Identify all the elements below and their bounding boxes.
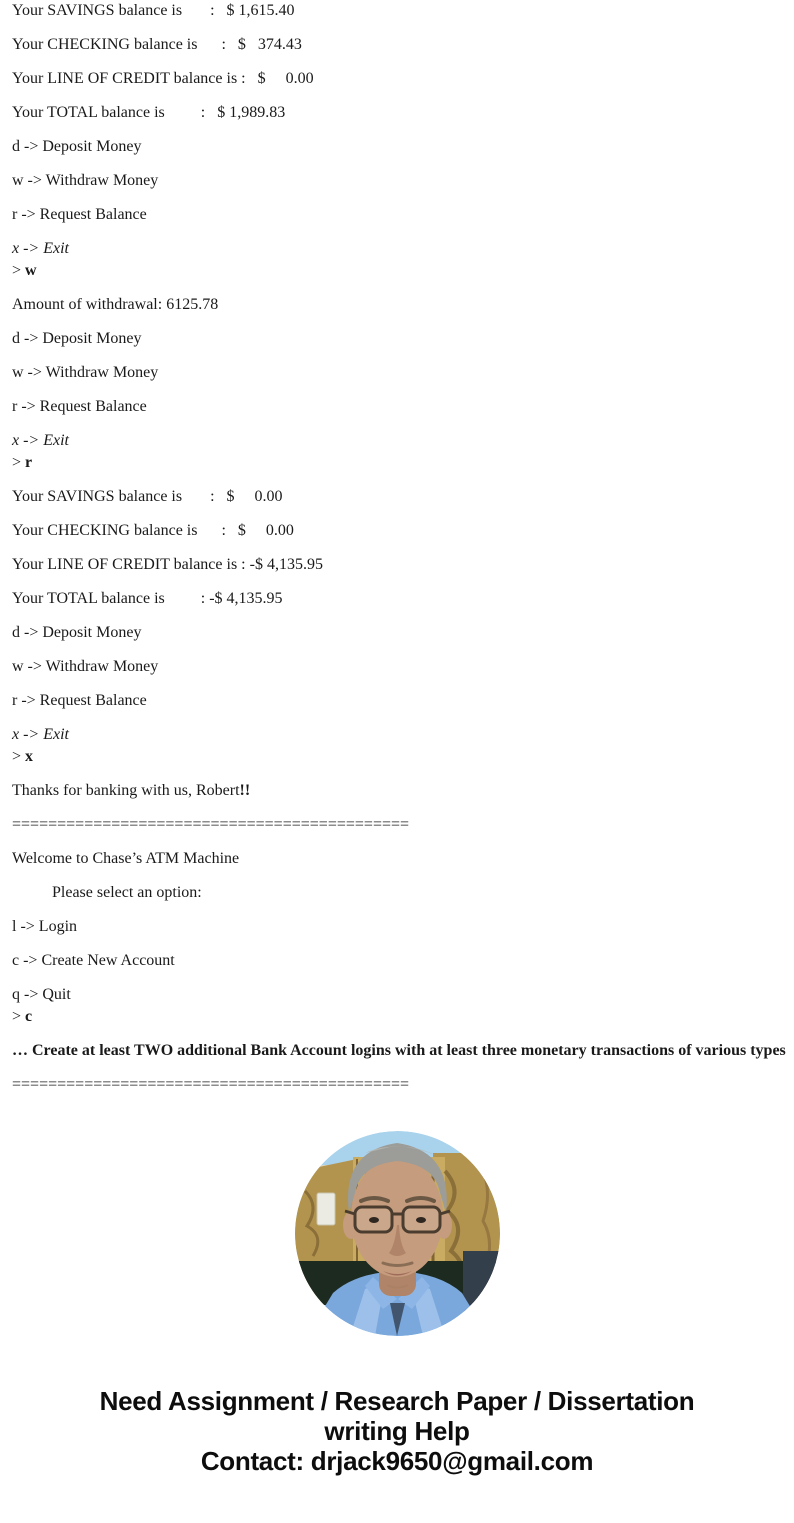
photo-switch-plate (317, 1193, 335, 1225)
total-balance-line: Your TOTAL balance is : $ 1,989.83 (12, 104, 286, 121)
command-prompt: > x (12, 748, 34, 765)
photo-eye-left (369, 1217, 379, 1223)
menu-request: r -> Request Balance (12, 398, 147, 415)
menu-deposit: d -> Deposit Money (12, 138, 142, 155)
welcome-line: Welcome to Chase’s ATM Machine (12, 850, 240, 867)
savings-balance-line: Your SAVINGS balance is : $ 0.00 (12, 488, 283, 505)
checking-balance-line: Your CHECKING balance is : $ 374.43 (12, 36, 302, 53)
menu-create: c -> Create New Account (12, 952, 175, 969)
menu-request: r -> Request Balance (12, 692, 147, 709)
menu-exit: x -> Exit (12, 432, 69, 449)
menu-withdraw: w -> Withdraw Money (12, 364, 159, 381)
menu-exit: x -> Exit (12, 726, 69, 743)
menu-withdraw: w -> Withdraw Money (12, 172, 159, 189)
footer-heading-line2: writing Help (324, 1416, 470, 1446)
separator-line: ============================================ (12, 816, 410, 833)
farewell-line: Thanks for banking with us, Robert!! (12, 782, 251, 799)
profile-photo-image (295, 1131, 500, 1336)
command-prompt: > w (12, 262, 37, 279)
command-prompt: > r (12, 454, 33, 471)
credit-balance-line: Your LINE OF CREDIT balance is : -$ 4,135.95 (12, 556, 323, 573)
savings-balance-line: Your SAVINGS balance is : $ 1,615.40 (12, 2, 295, 19)
assignment-instruction: … Create at least TWO additional Bank Account logins with at least three monetary transactions of various types (12, 1042, 786, 1059)
withdrawal-amount-line: Amount of withdrawal: 6125.78 (12, 296, 219, 313)
menu-login: l -> Login (12, 918, 78, 935)
select-option-line: Please select an option: (12, 884, 202, 901)
menu-withdraw: w -> Withdraw Money (12, 658, 159, 675)
menu-deposit: d -> Deposit Money (12, 624, 142, 641)
separator-line: ============================================ (12, 1076, 410, 1093)
menu-quit: q -> Quit (12, 986, 71, 1003)
total-balance-line: Your TOTAL balance is : -$ 4,135.95 (12, 590, 283, 607)
command-prompt: > c (12, 1008, 33, 1025)
menu-deposit: d -> Deposit Money (12, 330, 142, 347)
footer-banner (0, 1386, 794, 1501)
photo-eye-right (416, 1217, 426, 1223)
menu-request: r -> Request Balance (12, 206, 147, 223)
menu-exit: x -> Exit (12, 240, 69, 257)
checking-balance-line: Your CHECKING balance is : $ 0.00 (12, 522, 294, 539)
profile-photo (0, 1131, 794, 1336)
credit-balance-line: Your LINE OF CREDIT balance is : $ 0.00 (12, 70, 314, 87)
footer-contact-email: Contact: drjack9650@gmail.com (200, 1446, 594, 1476)
footer-heading-line1: Need Assignment / Research Paper / Dissertation (99, 1386, 695, 1416)
